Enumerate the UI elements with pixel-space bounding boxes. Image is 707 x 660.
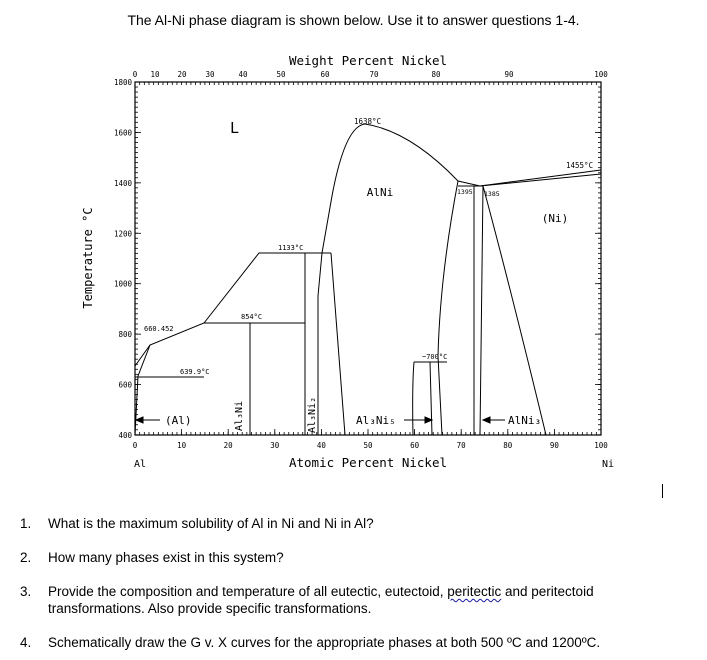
bottom-tick-label-60: 60: [410, 441, 420, 450]
label-t639: 639.9°C: [180, 368, 210, 376]
ni-solvus: [483, 186, 546, 435]
bottom-tick-label-70: 70: [456, 441, 466, 450]
label-al3ni2: Al₃Ni₂: [307, 396, 318, 433]
label-t660: 660.452: [144, 325, 174, 333]
top-axis-title: Weight Percent Nickel: [288, 53, 448, 68]
y-axis-title: Temperature °C: [81, 207, 95, 309]
bottom-tick-label-30: 30: [270, 441, 280, 450]
al3ni5-field: [413, 362, 432, 435]
top-tick-label-30: 30: [205, 70, 215, 79]
page-header: The Al-Ni phase diagram is shown below. Use it to answer questions 1-4.: [127, 12, 580, 28]
bottom-tick-label-0: 0: [132, 441, 138, 450]
question-3: [20, 583, 705, 619]
bottom-tick-label-90: 90: [549, 441, 559, 450]
question-3-text-before: Provide the composition and temperature of all eutectic, eutectoid,: [48, 584, 448, 599]
top-tick-label-20: 20: [177, 70, 187, 79]
question-1: [20, 515, 700, 533]
question-2: [20, 549, 700, 567]
question-2-text: How many phases exist in this system?: [48, 550, 284, 565]
label-al3ni: Al₃Ni: [234, 400, 245, 431]
left-element-label: Al: [133, 459, 147, 470]
y-tick-label-800: 800: [118, 330, 132, 340]
y-tick-label-1200: 1200: [113, 229, 132, 239]
question-4-number: 4.: [20, 635, 32, 650]
top-tick-label-60: 60: [320, 70, 330, 79]
ni-solidus: [480, 174, 601, 186]
label-liquid: L: [230, 119, 240, 137]
question-3-squiggle-word: peritectic: [447, 584, 502, 599]
al3ni2-right: [318, 253, 322, 435]
label-al-phase: (Al): [165, 414, 192, 427]
question-3-number: 3.: [20, 584, 32, 599]
phase-boundaries: [135, 124, 601, 435]
y-tick-label-400: 400: [118, 431, 132, 440]
top-tick-label-10: 10: [150, 70, 160, 79]
label-alni: AlNi: [366, 186, 394, 199]
top-tick-label-90: 90: [504, 70, 514, 79]
top-tick-label-70: 70: [369, 70, 379, 79]
top-tick-label-0: 0: [132, 70, 138, 79]
label-t1395: 1395: [457, 188, 473, 196]
bottom-tick-label-80: 80: [503, 441, 513, 450]
label-t1133: 1133°C: [278, 244, 304, 252]
bottom-tick-label-100: 100: [594, 441, 608, 450]
bottom-tick-label-10: 10: [177, 441, 187, 450]
y-tick-label-1600: 1600: [113, 128, 132, 138]
alni3-field: [474, 186, 483, 435]
top-tick-label-40: 40: [238, 70, 248, 79]
question-1-number: 1.: [20, 516, 32, 531]
y-tick-label-600: 600: [118, 380, 132, 390]
bottom-tick-label-50: 50: [363, 441, 373, 450]
label-t1385: 1385: [484, 190, 500, 198]
label-al3ni5: Al₃Ni₅: [356, 414, 396, 427]
label-t1638: 1638°C: [354, 117, 382, 126]
bottom-tick-label-40: 40: [316, 441, 326, 450]
label-t700: ~700°C: [422, 353, 448, 361]
label-t854: 854°C: [241, 313, 263, 321]
question-4-text: Schematically draw the G v. X curves for the appropriate phases at both 500 ºC and 1200ºC.: [48, 635, 601, 650]
y-tick-label-1800: 1800: [113, 78, 132, 87]
question-2-number: 2.: [20, 550, 32, 565]
question-3-text-after: and peritectoid: [501, 584, 594, 599]
bottom-axis-title: Atomic Percent Nickel: [288, 455, 448, 470]
question-1-text: What is the maximum solubility of Al in Ni and Ni in Al?: [48, 516, 374, 531]
alni-left-boundary: [331, 253, 345, 435]
label-alni3: AlNi₃: [508, 414, 542, 427]
y-tick-label-1400: 1400: [113, 178, 132, 188]
label-ni-phase: (Ni): [541, 212, 569, 225]
top-tick-label-100: 100: [594, 70, 608, 79]
question-3-line1: [48, 583, 698, 600]
al-ni-phase-diagram: [0, 36, 707, 496]
right-element-label: Ni: [601, 459, 615, 470]
alni-right-boundary: [438, 181, 458, 435]
question-3-line2: transformations. Also provide specific transformations.: [48, 601, 372, 616]
bottom-tick-label-20: 20: [223, 441, 233, 450]
top-tick-label-50: 50: [276, 70, 286, 79]
question-4: [20, 634, 705, 652]
liquidus-right: [365, 124, 601, 186]
plot-frame: [135, 82, 601, 435]
top-tick-label-80: 80: [431, 70, 441, 79]
text-cursor: [662, 484, 663, 498]
label-t1455: 1455°C: [566, 161, 594, 170]
y-tick-label-1000: 1000: [113, 279, 132, 289]
